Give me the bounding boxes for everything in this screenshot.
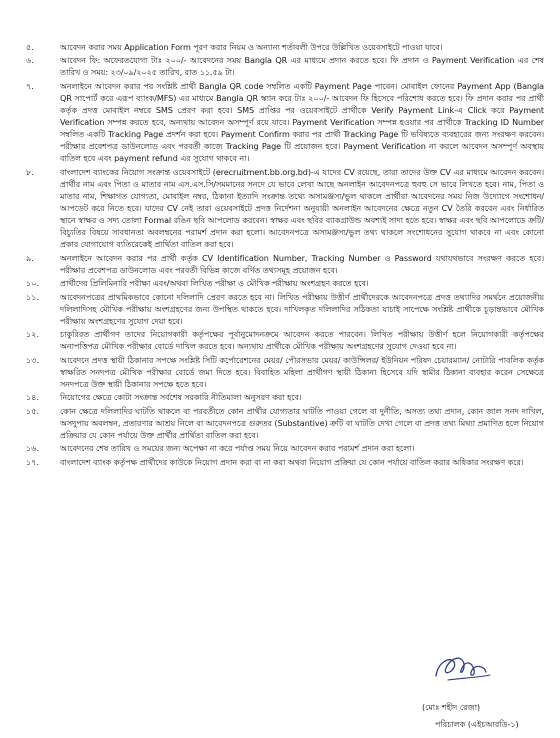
instruction-list: [24, 41, 544, 469]
item-text: নিয়োগের ক্ষেত্রে কোটা সংক্রান্ত সর্বশেষ সরকারি নীতিমালা অনুসরণ করা হবে।: [60, 392, 302, 403]
list-item: [24, 252, 544, 276]
item-text: বাংলাদেশ ব্যাংকের নিয়োগ সংক্রান্ত ওয়েবসাইটে (erecruitment.bb.org.bd)-এ যাদের CV রয়েছে, তারা তাদের উক্ত CV এর মাধ্যমে আবেদন করবেন। প্রার্থীর নাম এবং পিতা ও মাতার নাম এস.এস.সি/সমমানের সনদে যে ভাবে লেখা আছে অনলাইন আবেদনপত্রে হুবহু সে ভাবে লিখতে হবে। নাম, পিতা ও মাতার নাম, শিক্ষাগত যোগ্যতা, মোবাইল নম্বর, ঠিকানা ইত্যাদি সংক্রান্ত তথ্যে অসামঞ্জস্য/ভুল থাকলে প্রার্থীরা আবেদনের সময় নিজ উদ্যোগে সংশোধন/আপডেট করে নিতে হবে। যাদের CV নেই তারা ওয়েবসাইটে প্রদত্ত নির্দেশনা অনুযায়ী অনলাইন আবেদনের ক্ষেত্রে নতুন CV তৈরি করবেন এবং নির্ধারিত স্থানে স্বাক্ষর ও সদ্য তোলা Formal রঙিন ছবি আপলোড করবেন। স্বাক্ষর এবং ছবির ব্যাকগ্রাউন্ড অবশ্যই সাদা হতে হবে। স্বাক্ষর এবং ছবি আপলোডে ক্রটি/বিচ্যুতির বিষয়ে সাবধানতা অবলম্বনের পরামর্শ প্রদান করা হলো। আবেদনপত্রে অসামঞ্জস্য/ভুল তথ্য থাকলে সংশোধনের সুযোগ থাকবে না এবং কোনো প্রকার যোগাযোগ ব্যতিরেকেই প্রার্থিতা বাতিল করা হবে।: [60, 166, 544, 250]
item-text: আবেদনের শেষ তারিখ ও সময়ের জন্য অপেক্ষা না করে পর্যাপ্ত সময় নিয়ে আবেদন করার পরামর্শ প্রদান করা হলো।: [60, 443, 415, 454]
item-number: ১৫.: [26, 405, 40, 416]
item-number: ৫.: [26, 42, 34, 52]
item-number: ৬.: [26, 55, 34, 66]
item-number: ৮.: [26, 166, 34, 177]
signature-image: [400, 648, 520, 688]
item-text: কোন ক্ষেত্রে দলিলাদির ঘাটতি থাকলে বা পরবর্তীতে কোন প্রার্থীর যোগ্যতার ঘাটতি পাওয়া গেলে বা দুর্নীতি, অসত্য তথ্য প্রদান, কোন জাল সনদ দাখিল, অসদুপায় অবলম্বন, প্রতারণার আশ্রয় নিলে বা আবেদনপত্রে গুরুতর (Substantive) ক্রটি বা ঘাটতি দেখা গেলে বা প্রদত্ত তথ্য মিথ্যা প্রমাণিত হলে নিয়োগ প্রক্রিয়ার যে কোন পর্যায়ে উক্ত প্রার্থীর প্রার্থিতা বাতিল করা হবে।: [60, 405, 544, 440]
list-item: [24, 54, 544, 78]
list-item: [24, 391, 544, 403]
list-item: [24, 442, 544, 454]
item-text: আবেদনে প্রদত্ত স্থায়ী ঠিকানার সপক্ষে সংশ্লিষ্ট সিটি কর্পোরেশনের মেয়র/ পৌরসভার মেয়র/ কাউন্সিলর/ ইউনিয়ন পরিষদ চেয়ারম্যান/ নোটারি পাবলিক কর্তৃক স্বাক্ষরিত সনদপত্র মৌখিক পরীক্ষার বোর্ডে জমা দিতে হবে। বিবাহিত মহিলা প্রার্থীগণ স্থায়ী ঠিকানা হিসেবে যদি স্বামীর ঠিকানা ব্যবহার করেন সেক্ষেত্রে সনদপত্রে উক্ত স্থায়ী ঠিকানার সপক্ষে হতে হবে।: [60, 354, 544, 389]
list-item: [24, 354, 544, 390]
item-text: অনলাইনে আবেদন করার পর প্রার্থী কর্তৃক CV Identification Number, Tracking Number ও Password যথাযথভাবে সংরক্ষণ করতে হবে। পরীক্ষার প্রবেশপত্র ডাউনলোড এবং পরবর্তী বিভিন্ন কাজে বর্ণিত তথ্যসমূহ প্রয়োজন হবে।: [60, 252, 544, 275]
signatory-designation: পরিচালক (এইচআরডি-১): [435, 720, 519, 729]
item-text: অনলাইনে আবেদন করার পর সংশ্লিষ্ট প্রার্থী Bangla QR code সম্বলিত একটি Payment Page পাবেন। মোবাইল ফোনের Payment App (Bangla QR সাপোর্ট করে এরূপ ব্যাংক/MFS) এর মাধ্যমে Bangla QR স্ক্যান করে টাঃ ২০০/- আবেদন ফি হিসেবে পরিশোধ করতে হবে। ফি প্রদান করার পর প্রার্থী কর্তৃক প্রদত্ত মোবাইল নম্বরে SMS প্রেরণ করা হবে। SMS প্রাপ্তির পর ওয়েবসাইটে প্রার্থীকে Verify Payment Link-এ Click করে Payment Verification সম্পন্ন করতে হবে, অন্যথায় আবেদন অসম্পূর্ণ রয়ে যাবে। Payment Verification সম্পন্ন হওয়ার পর প্রার্থীকে Tracking ID Number সম্বলিত একটি Tracking Page প্রদর্শন করা হবে। Payment Confirm করার পর প্রার্থী Tracking Page টি ভবিষ্যতে ব্যবহারের জন্য সংরক্ষণ করবেন। পরীক্ষার প্রবেশপত্র ডাউনলোড এবং পরবর্তী কাজে Tracking Page টি প্রয়োজন হবে। Payment Verification না করলে আবেদন অসম্পূর্ণ অবস্থায় বাতিল হবে এবং payment refund এর সুযোগ থাকবে না।: [60, 80, 544, 164]
item-text: আবেদন করার সময় Application Form পূরণ করার নিয়ম ও অন্যান্য শর্তাবলী উপরে উল্লিখিত ওয়েবসাইটে পাওয়া যাবে।: [60, 42, 443, 52]
item-number: ১২.: [26, 329, 40, 340]
list-item: [24, 405, 544, 441]
item-number: ৯.: [26, 252, 34, 263]
item-number: ১১.: [26, 291, 40, 302]
list-item: [24, 456, 544, 468]
item-number: ১৬.: [26, 443, 40, 454]
item-number: ৭.: [26, 80, 34, 91]
item-text: আবেদনপত্রের প্রাথমিকভাবে কোনো দলিলাদি প্রেরণ করতে হবে না। লিখিত পরীক্ষায় উত্তীর্ণ প্রার্থীদেরকে আবেদনপত্রে প্রদত্ত তথ্যাদির সমর্থনে প্রয়োজনীয় দলিলাদিসহ মৌখিক পরীক্ষায় অংশগ্রহণের জন্য উপস্থিত থাকতে হবে। দাখিলকৃত দলিলাদির সঠিকতা যাচাই সাপেক্ষে সংশ্লিষ্ট প্রার্থীকে চূড়ান্তভাবে মৌখিক পরীক্ষায় অংশগ্রহণের সুযোগ দেয়া হবে।: [60, 291, 544, 326]
item-text: বাংলাদেশ ব্যাংক কর্তৃপক্ষ প্রার্থীদের কাউকে নিয়োগ প্রদান করা বা না করা অথবা নিয়োগ প্রক্রিয়া যে কোন পর্যায়ে বাতিল করার অধিকার সংরক্ষণ করে।: [60, 456, 524, 467]
signatory-name: (মোঃ শহীদ রেজা): [422, 703, 481, 712]
item-text: প্রার্থীদের প্রিলিমিনারি পরীক্ষা এবং/অথবা লিখিত পরীক্ষা ও মৌখিক পরীক্ষায় অংশগ্রহণ করতে হবে।: [60, 278, 369, 289]
item-number: ১৭.: [26, 456, 40, 467]
list-item: [24, 41, 544, 53]
item-number: ১৪.: [26, 392, 40, 403]
item-number: ১৩.: [26, 354, 40, 365]
list-item: [24, 80, 544, 165]
list-item: [24, 328, 544, 352]
list-item: [24, 277, 544, 289]
item-text: চাকুরিরত প্রার্থীগণ তাদের নিয়োগকারী কর্তৃপক্ষের পূর্বানুমোদনক্রমে আবেদন করতে পারবেন। লিখিত পরীক্ষায় উত্তীর্ণ হলে নিয়োগকারী কর্তৃপক্ষের অনাপত্তিপত্র মৌখিক পরীক্ষার বোর্ডে দাখিল করতে হবে। অন্যথায় প্রার্থীকে মৌখিক পরীক্ষায় অংশগ্রহণের সুযোগ দেওয়া হবে না।: [60, 329, 544, 352]
item-number: ১০.: [26, 278, 40, 289]
item-text: আবেদন ফি: অফেরতযোগ্য টাঃ ২০০/- আবেদনের সময় Bangla QR এর মাধ্যমে প্রদান করতে হবে। ফি প্রদান ও Payment Verification এর শেষ তারিখ ও সময়: ২৩/০৯/২০২৫ তারিখ, রাত ১১.৫৯ টা।: [60, 55, 544, 78]
signature-mark: [428, 648, 498, 688]
list-item: [24, 166, 544, 251]
list-item: [24, 291, 544, 327]
